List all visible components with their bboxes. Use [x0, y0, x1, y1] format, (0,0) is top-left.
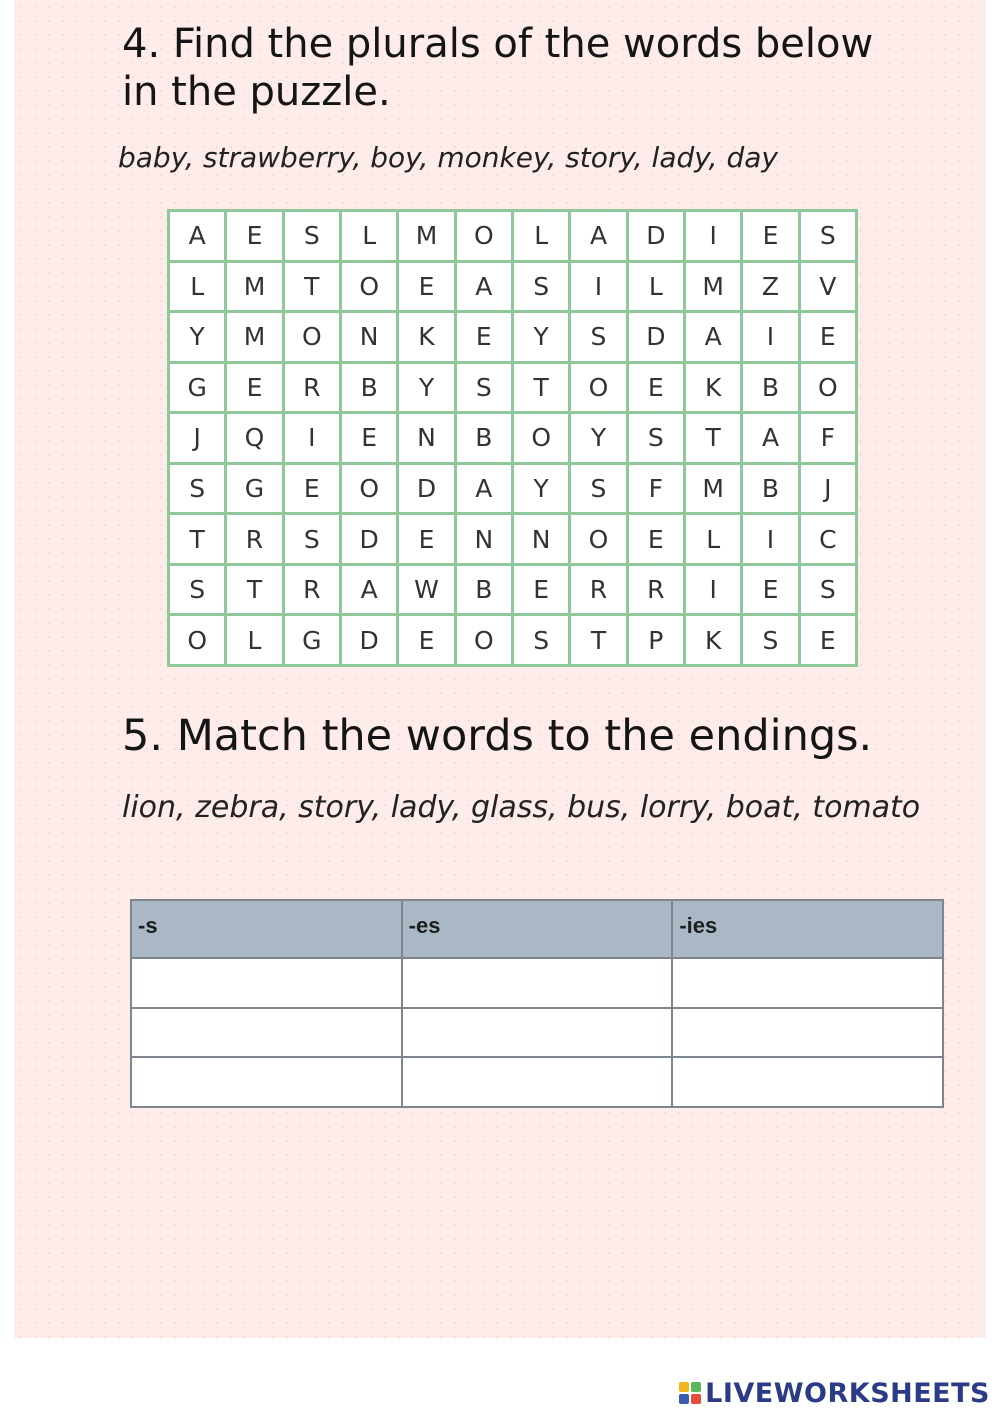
puzzle-cell[interactable]: E: [514, 566, 568, 614]
header-ies: -ies: [672, 900, 943, 958]
section-5-word-list: lion, zebra, story, lady, glass, bus, lorry, boat, tomato: [122, 790, 921, 825]
puzzle-cell[interactable]: E: [801, 313, 855, 361]
puzzle-cell[interactable]: O: [285, 313, 339, 361]
puzzle-cell[interactable]: S: [514, 263, 568, 311]
puzzle-cell[interactable]: R: [285, 566, 339, 614]
logo-square: [691, 1394, 701, 1404]
puzzle-cell[interactable]: A: [571, 212, 625, 260]
puzzle-cell[interactable]: D: [629, 313, 683, 361]
puzzle-cell[interactable]: E: [743, 212, 797, 260]
puzzle-cell[interactable]: O: [170, 616, 224, 664]
puzzle-cell[interactable]: E: [285, 465, 339, 513]
puzzle-cell[interactable]: O: [342, 263, 396, 311]
puzzle-cell[interactable]: V: [801, 263, 855, 311]
puzzle-cell[interactable]: T: [170, 515, 224, 563]
puzzle-cell[interactable]: K: [686, 364, 740, 412]
puzzle-cell[interactable]: E: [227, 364, 281, 412]
section-5-title: 5. Match the words to the endings.: [122, 711, 873, 761]
worksheet-page: [14, 0, 986, 1338]
puzzle-cell[interactable]: Z: [743, 263, 797, 311]
puzzle-cell[interactable]: B: [457, 566, 511, 614]
puzzle-cell[interactable]: B: [342, 364, 396, 412]
puzzle-cell[interactable]: A: [457, 263, 511, 311]
puzzle-cell[interactable]: E: [399, 515, 453, 563]
puzzle-cell[interactable]: G: [170, 364, 224, 412]
puzzle-cell[interactable]: C: [801, 515, 855, 563]
puzzle-cell[interactable]: S: [801, 212, 855, 260]
puzzle-cell[interactable]: N: [514, 515, 568, 563]
puzzle-cell[interactable]: S: [170, 465, 224, 513]
logo-text: LIVEWORKSHEETS: [705, 1377, 990, 1409]
header-s: -s: [131, 900, 402, 958]
puzzle-cell[interactable]: I: [686, 566, 740, 614]
puzzle-cell[interactable]: R: [629, 566, 683, 614]
logo-square: [679, 1382, 689, 1392]
puzzle-cell[interactable]: E: [629, 364, 683, 412]
puzzle-cell[interactable]: D: [629, 212, 683, 260]
logo-square: [679, 1394, 689, 1404]
puzzle-cell[interactable]: P: [629, 616, 683, 664]
puzzle-cell[interactable]: M: [399, 212, 453, 260]
answer-cell[interactable]: [672, 1057, 943, 1107]
puzzle-cell[interactable]: G: [227, 465, 281, 513]
puzzle-cell[interactable]: B: [457, 414, 511, 462]
puzzle-cell[interactable]: B: [743, 364, 797, 412]
puzzle-cell[interactable]: N: [457, 515, 511, 563]
puzzle-cell[interactable]: E: [342, 414, 396, 462]
answer-cell[interactable]: [131, 958, 402, 1008]
puzzle-cell[interactable]: Q: [227, 414, 281, 462]
puzzle-cell[interactable]: M: [227, 263, 281, 311]
puzzle-cell[interactable]: L: [629, 263, 683, 311]
puzzle-cell[interactable]: T: [227, 566, 281, 614]
puzzle-cell[interactable]: N: [342, 313, 396, 361]
puzzle-cell[interactable]: S: [285, 515, 339, 563]
puzzle-cell[interactable]: O: [514, 414, 568, 462]
puzzle-cell[interactable]: I: [743, 515, 797, 563]
puzzle-cell[interactable]: F: [629, 465, 683, 513]
answer-cell[interactable]: [672, 958, 943, 1008]
endings-table-header-row: [131, 900, 943, 958]
logo-square: [691, 1382, 701, 1392]
puzzle-cell[interactable]: T: [514, 364, 568, 412]
puzzle-cell[interactable]: M: [686, 465, 740, 513]
puzzle-cell[interactable]: A: [686, 313, 740, 361]
puzzle-cell[interactable]: K: [399, 313, 453, 361]
puzzle-cell[interactable]: T: [686, 414, 740, 462]
liveworksheets-logo-icon: [679, 1382, 701, 1404]
puzzle-cell[interactable]: S: [285, 212, 339, 260]
puzzle-cell[interactable]: E: [801, 616, 855, 664]
puzzle-cell[interactable]: Y: [514, 465, 568, 513]
puzzle-cell[interactable]: L: [170, 263, 224, 311]
puzzle-cell[interactable]: O: [801, 364, 855, 412]
answer-cell[interactable]: [672, 1008, 943, 1058]
puzzle-cell[interactable]: A: [342, 566, 396, 614]
puzzle-cell[interactable]: Y: [571, 414, 625, 462]
puzzle-cell[interactable]: D: [342, 515, 396, 563]
puzzle-cell[interactable]: E: [743, 566, 797, 614]
puzzle-cell[interactable]: E: [399, 263, 453, 311]
puzzle-cell[interactable]: S: [170, 566, 224, 614]
puzzle-cell[interactable]: S: [801, 566, 855, 614]
puzzle-cell[interactable]: R: [285, 364, 339, 412]
answer-cell[interactable]: [402, 958, 673, 1008]
puzzle-cell[interactable]: L: [686, 515, 740, 563]
puzzle-cell[interactable]: F: [801, 414, 855, 462]
puzzle-cell[interactable]: E: [227, 212, 281, 260]
puzzle-cell[interactable]: Y: [399, 364, 453, 412]
table-row: [131, 958, 943, 1008]
puzzle-cell[interactable]: D: [399, 465, 453, 513]
puzzle-cell[interactable]: I: [743, 313, 797, 361]
puzzle-cell[interactable]: I: [686, 212, 740, 260]
table-row: [131, 1008, 943, 1058]
puzzle-cell[interactable]: J: [170, 414, 224, 462]
puzzle-cell[interactable]: Y: [514, 313, 568, 361]
puzzle-cell[interactable]: L: [227, 616, 281, 664]
puzzle-cell[interactable]: R: [571, 566, 625, 614]
puzzle-cell[interactable]: O: [457, 616, 511, 664]
liveworksheets-logo: [679, 1375, 990, 1411]
section-4-word-list: baby, strawberry, boy, monkey, story, lady, day: [118, 141, 778, 174]
puzzle-cell[interactable]: I: [285, 414, 339, 462]
puzzle-cell[interactable]: S: [514, 616, 568, 664]
endings-table: [130, 899, 944, 1108]
puzzle-cell[interactable]: M: [227, 313, 281, 361]
puzzle-cell[interactable]: S: [743, 616, 797, 664]
puzzle-cell[interactable]: R: [227, 515, 281, 563]
puzzle-cell[interactable]: G: [285, 616, 339, 664]
header-es: -es: [402, 900, 673, 958]
puzzle-cell[interactable]: B: [743, 465, 797, 513]
puzzle-cell[interactable]: E: [457, 313, 511, 361]
puzzle-cell[interactable]: S: [457, 364, 511, 412]
puzzle-cell[interactable]: A: [170, 212, 224, 260]
puzzle-cell[interactable]: T: [571, 616, 625, 664]
puzzle-cell[interactable]: S: [571, 465, 625, 513]
puzzle-cell[interactable]: S: [629, 414, 683, 462]
answer-cell[interactable]: [402, 1057, 673, 1107]
puzzle-cell[interactable]: A: [743, 414, 797, 462]
table-row: [131, 1057, 943, 1107]
puzzle-cell[interactable]: N: [399, 414, 453, 462]
puzzle-cell[interactable]: O: [571, 364, 625, 412]
puzzle-cell[interactable]: S: [571, 313, 625, 361]
puzzle-cell[interactable]: D: [342, 616, 396, 664]
puzzle-cell[interactable]: E: [399, 616, 453, 664]
puzzle-cell[interactable]: L: [342, 212, 396, 260]
answer-cell[interactable]: [402, 1008, 673, 1058]
puzzle-cell[interactable]: O: [457, 212, 511, 260]
answer-cell[interactable]: [131, 1057, 402, 1107]
word-search-grid[interactable]: [167, 209, 858, 667]
puzzle-cell[interactable]: M: [686, 263, 740, 311]
puzzle-cell[interactable]: W: [399, 566, 453, 614]
puzzle-cell[interactable]: O: [571, 515, 625, 563]
puzzle-cell[interactable]: Y: [170, 313, 224, 361]
puzzle-cell[interactable]: A: [457, 465, 511, 513]
puzzle-cell[interactable]: I: [571, 263, 625, 311]
puzzle-cell[interactable]: K: [686, 616, 740, 664]
puzzle-cell[interactable]: L: [514, 212, 568, 260]
puzzle-cell[interactable]: J: [801, 465, 855, 513]
puzzle-cell[interactable]: E: [629, 515, 683, 563]
puzzle-cell[interactable]: T: [285, 263, 339, 311]
puzzle-cell[interactable]: O: [342, 465, 396, 513]
section-4-title: 4. Find the plurals of the words below in the puzzle.: [122, 21, 874, 115]
answer-cell[interactable]: [131, 1008, 402, 1058]
